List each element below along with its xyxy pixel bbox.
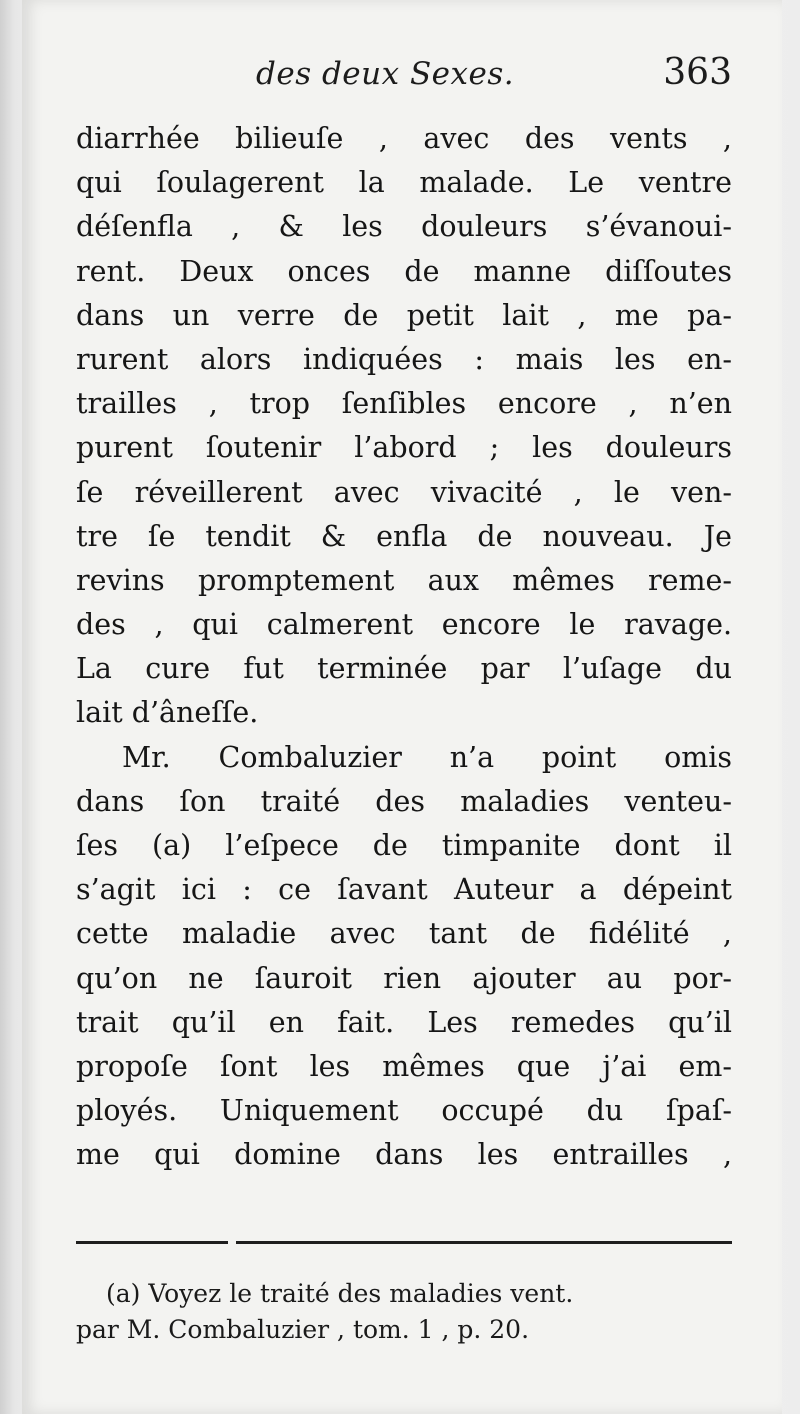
text-line: qui ſoulagerent la malade. Le ventre: [76, 166, 732, 200]
text-line: des , qui calmerent encore le ravage.: [76, 608, 732, 642]
text-line: trailles , trop ſenſibles encore , n’en: [76, 387, 732, 421]
text-line: trait qu’il en fait. Les remedes qu’il: [76, 1005, 732, 1039]
footnote-rule-left: [76, 1241, 228, 1244]
text-line: purent ſoutenir l’abord ; les douleurs: [76, 431, 732, 465]
footnote-line: par M. Combaluzier , tom. 1 , p. 20.: [76, 1315, 530, 1344]
page-number: 363: [663, 52, 732, 93]
text-line: ſes (a) l’eſpece de timpanite dont il: [76, 829, 732, 862]
text-line: rent. Deux onces de manne diſſoutes: [76, 254, 732, 288]
body-text: [76, 117, 732, 1178]
text-line: dans ſon traité des maladies venteu-: [76, 784, 732, 818]
text-line: revins promptement aux mêmes reme-: [76, 563, 732, 597]
page-header: [76, 52, 732, 108]
text-line: diarrhée bilieuſe , avec des vents ,: [76, 122, 732, 155]
footnote-rule-right: [236, 1241, 732, 1244]
text-line: cette maladie avec tant de fidélité ,: [76, 917, 732, 951]
text-line: s’agit ici : ce ſavant Auteur a dépeint: [76, 873, 732, 907]
text-line: ployés. Uniquement occupé du ſpaſ-: [76, 1094, 732, 1128]
running-title: des deux Sexes.: [256, 56, 515, 92]
footnote-line: (a) Voyez le traité des maladies vent.: [106, 1279, 574, 1308]
text-line: rurent alors indiquées : mais les en-: [76, 342, 732, 376]
paragraph-start-line: Mr. Combaluzier n’a point omis: [122, 740, 732, 774]
text-line: qu’on ne ſauroit rien ajouter au por-: [76, 961, 732, 995]
text-line: me qui domine dans les entrailles ,: [76, 1138, 732, 1172]
paragraph-end-line: lait d’âneſſe.: [76, 696, 259, 730]
text-line: ſe réveillerent avec vivacité , le ven-: [76, 475, 732, 509]
text-line: déſenfla , & les douleurs s’évanoui-: [76, 210, 732, 244]
footnote: [76, 1276, 732, 1348]
text-line: tre ſe tendit & enfla de nouveau. Je: [76, 519, 732, 553]
text-line: dans un verre de petit lait , me pa-: [76, 298, 732, 332]
text-line: propoſe ſont les mêmes que j’ai em-: [76, 1049, 732, 1083]
text-line: La cure fut terminée par l’uſage du: [76, 652, 732, 686]
